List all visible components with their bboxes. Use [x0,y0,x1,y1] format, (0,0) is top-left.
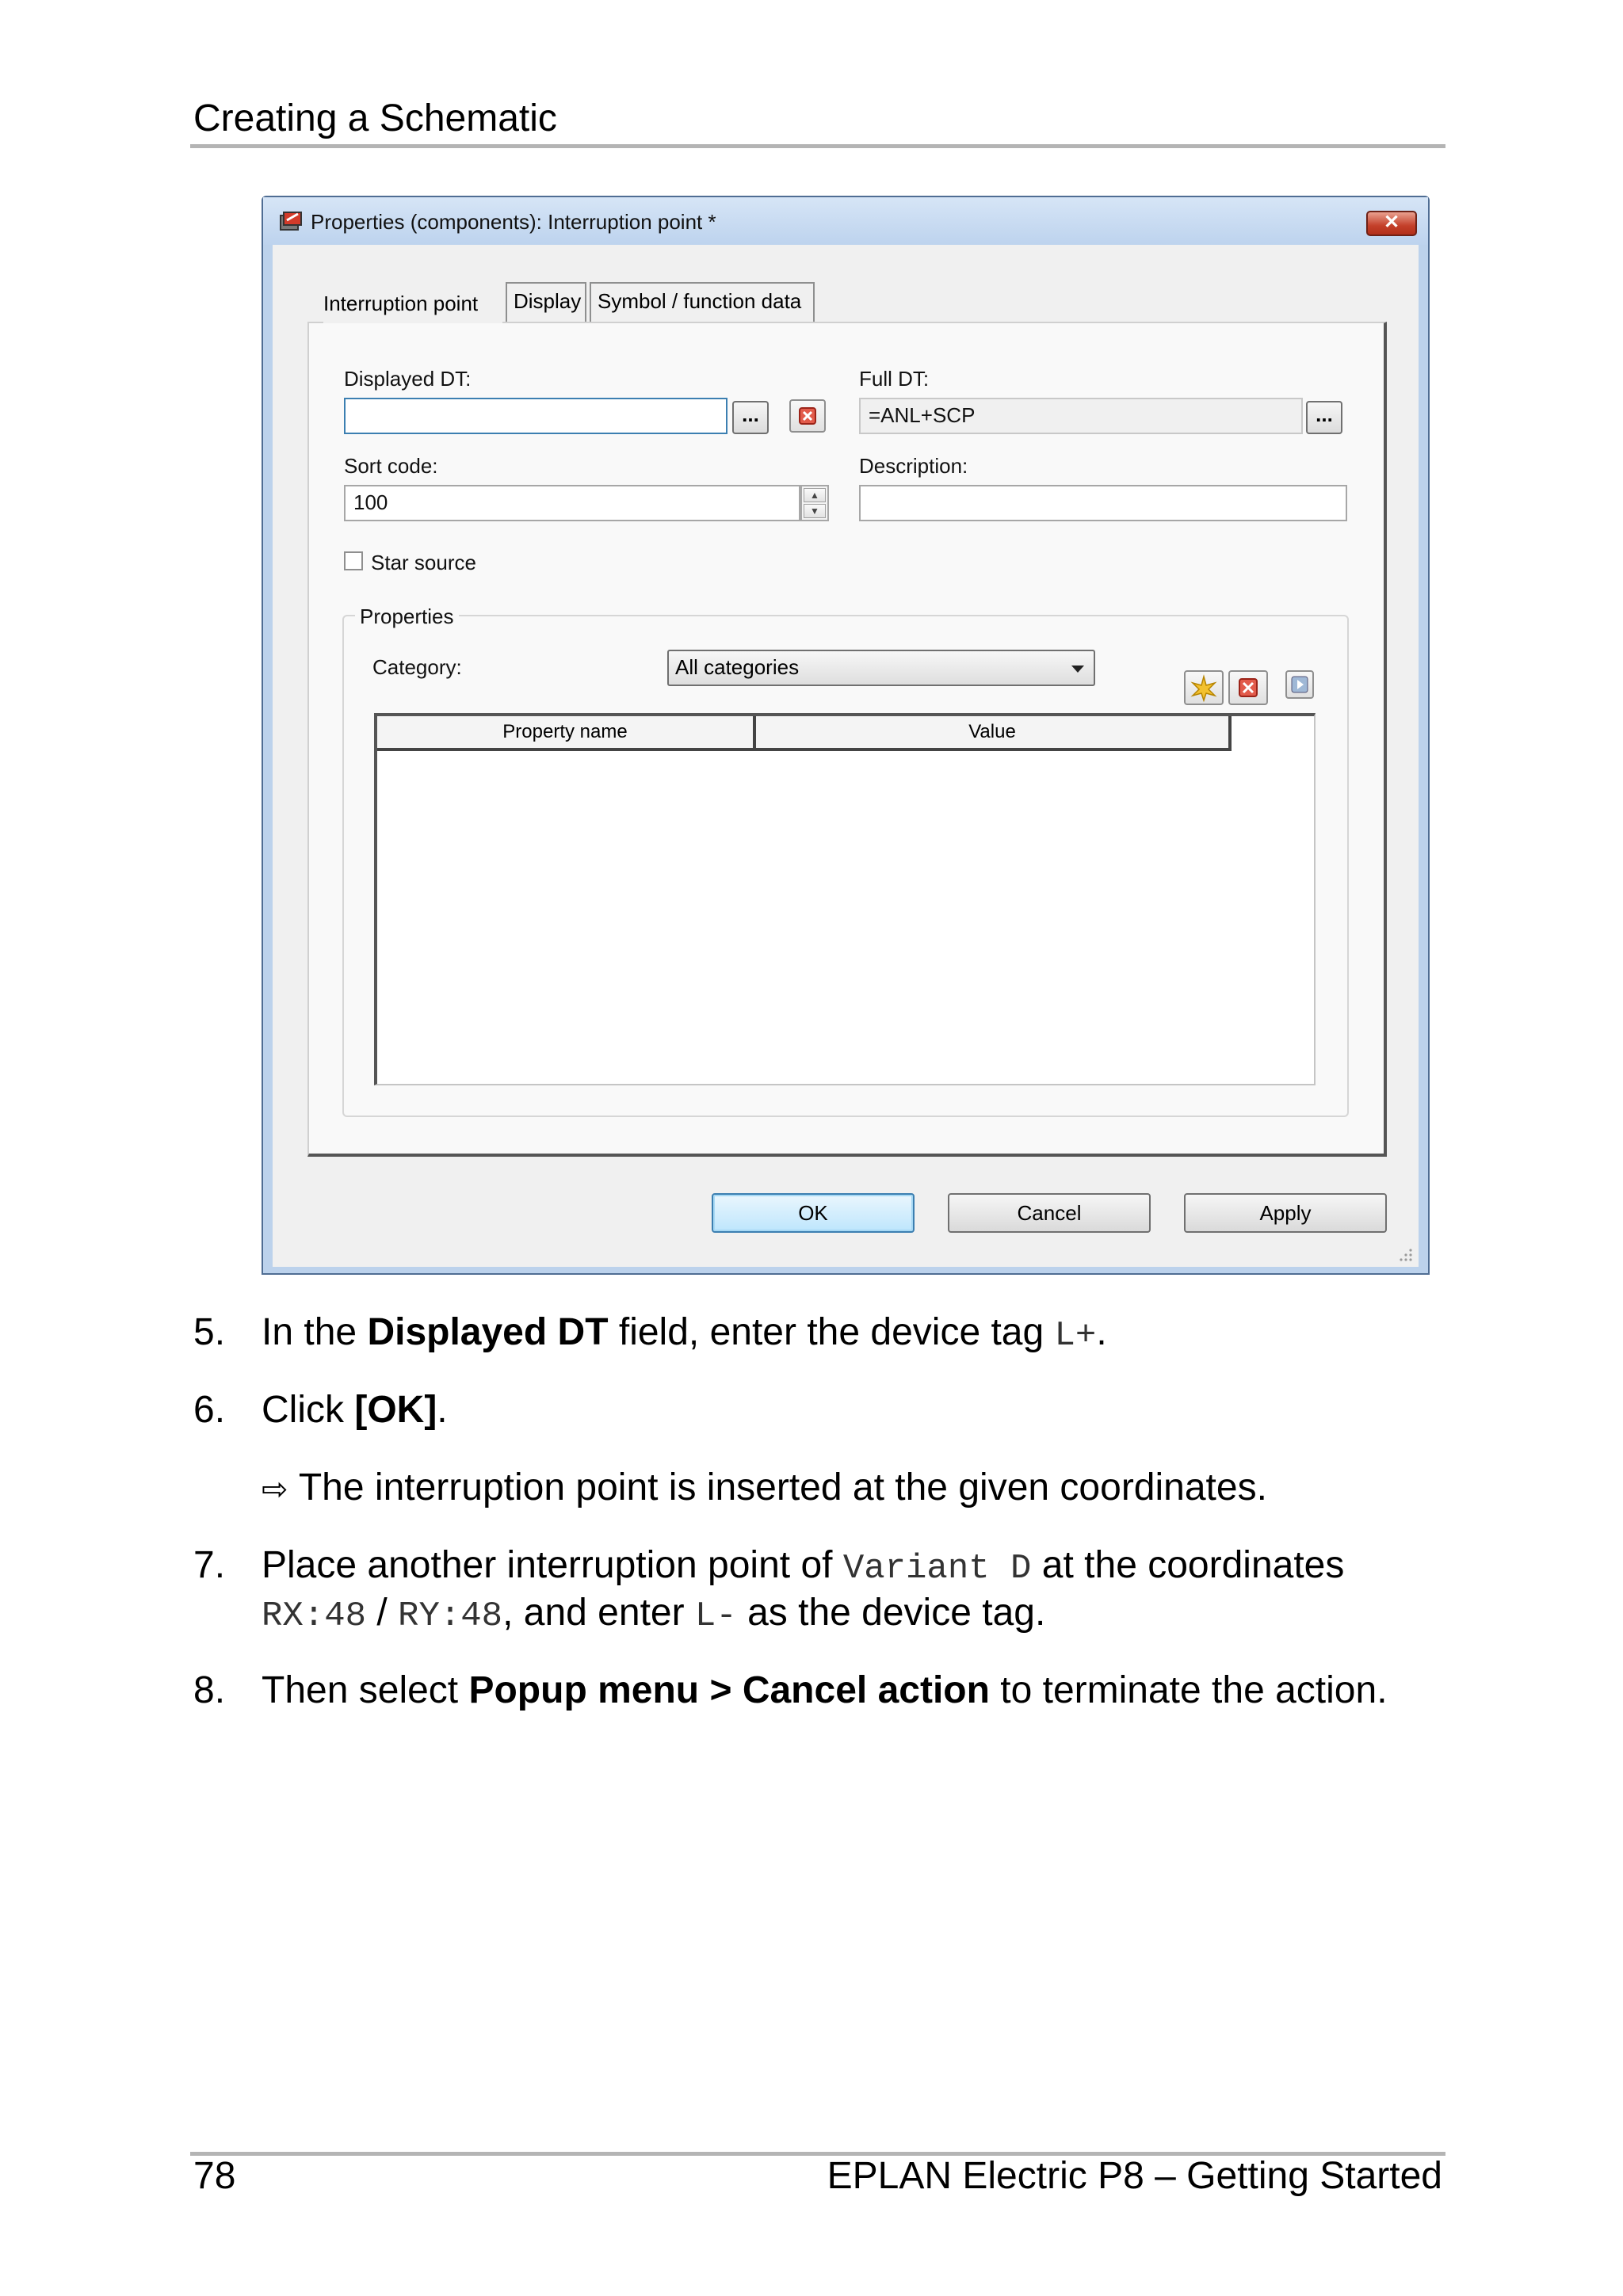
close-icon: ✕ [1383,212,1400,233]
full-dt-label: Full DT: [859,367,930,391]
book-title: EPLAN Electric P8 – Getting Started [827,2155,1442,2197]
category-label: Category: [372,655,462,679]
delete-icon [791,401,824,431]
step-number: 5. [193,1311,226,1353]
chevron-down-icon [1071,666,1084,673]
tab-label: Symbol / function data [598,289,802,313]
step-5-text: In the Displayed DT field, enter the device tag L+. [262,1311,1107,1356]
sort-code-stepper[interactable] [800,485,829,521]
properties-group-legend: Properties [355,604,459,629]
delete-icon [1230,672,1266,704]
step-number: 8. [193,1669,226,1711]
new-star-icon [1186,672,1222,704]
ok-button[interactable]: OK [712,1193,915,1233]
step-number: 6. [193,1389,226,1431]
step-6-text: Click [OK]. [262,1389,448,1431]
column-header-value[interactable]: Value [756,716,1232,751]
apply-button[interactable]: Apply [1184,1193,1387,1233]
close-button[interactable] [1366,211,1417,236]
star-source-label: Star source [371,551,476,574]
column-header-property-name[interactable]: Property name [377,716,756,751]
delete-property-button[interactable] [1228,670,1268,705]
displayed-dt-browse-button[interactable]: ... [732,401,769,434]
full-dt-input[interactable]: =ANL+SCP [859,398,1303,434]
properties-app-icon [277,209,303,233]
displayed-dt-input[interactable] [344,398,727,434]
star-source-checkbox[interactable] [344,551,363,570]
description-input[interactable] [859,485,1347,521]
description-label: Description: [859,454,968,478]
tab-interruption-point[interactable] [323,276,502,323]
sort-code-input[interactable]: 100 [344,485,800,521]
tab-display[interactable] [506,282,586,322]
new-property-button[interactable] [1184,670,1224,705]
spin-up-icon[interactable]: ▲ [804,488,826,502]
page-number: 78 [193,2155,236,2197]
tab-label: Display [514,289,582,313]
category-dropdown[interactable] [667,650,1095,686]
step-6-result: ⇨ The interruption point is inserted at the given coordinates. [262,1466,1267,1508]
delete-displayed-dt-button[interactable] [789,399,826,433]
header-divider [190,144,1445,148]
step-7-text-cont: RX:48 / RY:48, and enter L- as the device tag. [262,1592,1046,1636]
page-header-title: Creating a Schematic [193,97,557,139]
tab-symbol-function-data[interactable] [590,282,815,322]
displayed-dt-label: Displayed DT: [344,367,472,391]
category-value: All categories [675,655,800,679]
spin-down-icon[interactable]: ▼ [804,504,826,518]
cancel-button[interactable]: Cancel [948,1193,1151,1233]
result-arrow-icon: ⇨ [262,1471,288,1508]
play-arrow-icon [1287,672,1312,697]
tab-label: Interruption point [323,292,479,315]
sort-code-label: Sort code: [344,454,438,478]
dialog-title: Properties (components): Interruption point * [311,210,716,234]
step-number: 7. [193,1544,226,1586]
step-7-text: Place another interruption point of Variant D at the coordinates [262,1544,1345,1589]
property-grid[interactable] [374,713,1316,1085]
resize-grip-icon[interactable] [1398,1245,1414,1261]
full-dt-browse-button[interactable]: ... [1306,401,1342,434]
expand-property-button[interactable] [1285,670,1314,699]
step-8-text: Then select Popup menu > Cancel action to terminate the action. [262,1669,1388,1711]
